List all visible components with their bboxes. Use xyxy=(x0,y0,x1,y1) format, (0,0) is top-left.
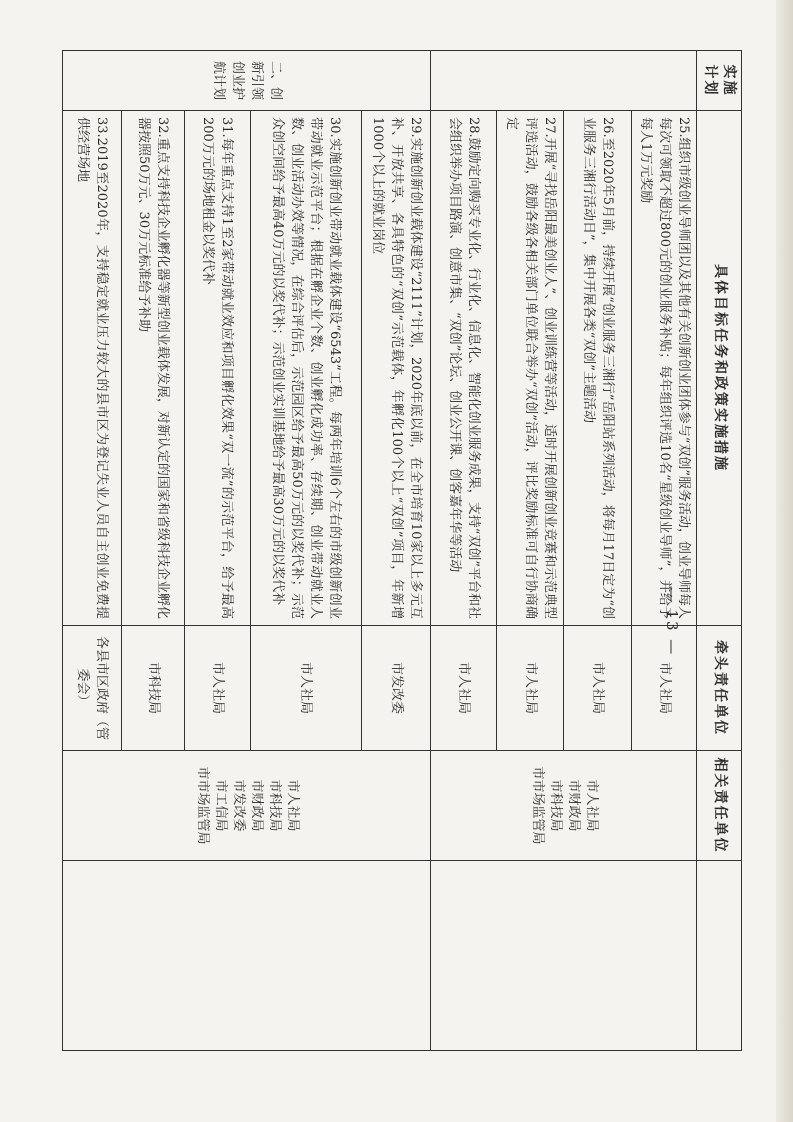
table-row xyxy=(361,51,431,1051)
lead-cell: 市人社局 xyxy=(250,626,361,751)
related-unit: 市市场监管局 xyxy=(194,766,210,845)
lead-cell: 市人社局 xyxy=(631,626,696,751)
empty-cell-bottom xyxy=(63,861,431,1051)
measure-cell: 25.组织市级创业导师团以及其他有关创新创业团体参与“双创”服务活动，创业导师每人每次可领取不超过800元的创业服务补贴；每年组织评选10名“星级创业导师”，并给予每人1万元奖励 xyxy=(631,111,696,626)
related-unit: 市发改委 xyxy=(230,779,246,832)
header-related: 相关责任单位 xyxy=(697,751,742,861)
related-unit: 市工信局 xyxy=(212,779,228,832)
empty-cell-top xyxy=(431,861,697,1051)
plan-group-cell: 二、创新引领创业护航计划 xyxy=(63,51,431,111)
header-empty xyxy=(697,861,742,1051)
related-unit: 市科技局 xyxy=(266,779,282,832)
measure-cell: 28.鼓励定向购买专业化、行业化、信息化、智能化创业服务成果，支持“双创”平台和社会组织举办项目路演、创意市集、“双创”论坛、创业公开课、创客嘉年华等活动 xyxy=(431,111,496,626)
header-row xyxy=(697,51,742,1051)
related-unit: 市财政局 xyxy=(565,779,581,832)
related-unit: 市市场监管局 xyxy=(529,766,545,845)
document-sheet xyxy=(62,50,742,1050)
scan-edge xyxy=(776,0,793,1122)
measure-cell: 31.每年重点支持1至2家带动就业效应和项目孵化效果“双一流”的示范平台，给予最高200万元的场地租金以奖代补 xyxy=(185,111,250,626)
lead-cell: 市发改委 xyxy=(361,626,431,751)
lead-cell: 市人社局 xyxy=(496,626,564,751)
related-unit: 市财政局 xyxy=(248,779,264,832)
related-cell-bottom xyxy=(63,751,431,861)
lead-cell: 市人社局 xyxy=(431,626,496,751)
lead-cell: 各县市区政府（管委会） xyxy=(63,626,122,751)
related-cell-top xyxy=(431,751,697,861)
related-unit: 市人社局 xyxy=(583,779,599,832)
related-unit: 市人社局 xyxy=(284,779,300,832)
plan-cell-empty xyxy=(431,51,697,111)
related-unit: 市科技局 xyxy=(547,779,563,832)
measure-cell: 30.实施创新创业带动就业载体建设“6543”工程。每两年培训6个左右的市级创新创业带动就业示范平台；根据在孵企业个数、创业孵化成功率、存续期、创业带动就业人数、创业活动办效等情况，在综合评估后，示范园区给予最高50万元的以奖代补；示范众创空间给予最高40万元的以奖代补；示范创业实训基地给予最高30万元的以奖代补 xyxy=(250,111,361,626)
measure-cell: 33.2019至2020年，支持稳定就业压力较大的县市区为登记失业人员自主创业免费提供经营场地 xyxy=(63,111,122,626)
measure-cell: 26.至2020年5月前，持续开展“创业服务三湘行”岳阳站系列活动，将每月17日定为“创业服务三湘行活动日”，集中开展各类“双创”主题活动 xyxy=(564,111,632,626)
header-measure: 具体目标任务和政策实施措施 xyxy=(697,111,742,626)
measure-cell: 29.实施创新创业载体建设“2111”计划，2020年底以前，在全市培育10家以上多元互补、开放共享、各具特色的“双创”示范载体，年孵化100个以上“双创”项目，年新增1000个以上的就业岗位 xyxy=(361,111,431,626)
header-plan: 实施计划 xyxy=(697,51,742,111)
measure-cell: 32.重点支持科技企业孵化器等新型创业载体发展，对新认定的国家和省级科技企业孵化器按照50万元、30万元标准给予补助 xyxy=(121,111,184,626)
measure-cell: 27.开展“寻找岳阳最美创业人”、创业训练营等活动，适时开展创新创业竞赛和示范典型评选活动，鼓励各级各相关部门单位联合举办“双创”活动，评比奖励标准可自行协商确定 xyxy=(496,111,564,626)
lead-cell: 市科技局 xyxy=(121,626,184,751)
page-number: — 13 — xyxy=(663,585,681,657)
lead-cell: 市人社局 xyxy=(564,626,632,751)
implementation-table xyxy=(62,50,742,1051)
table-row xyxy=(631,51,696,1051)
header-lead: 牵头责任单位 xyxy=(697,626,742,751)
lead-cell: 市人社局 xyxy=(185,626,250,751)
